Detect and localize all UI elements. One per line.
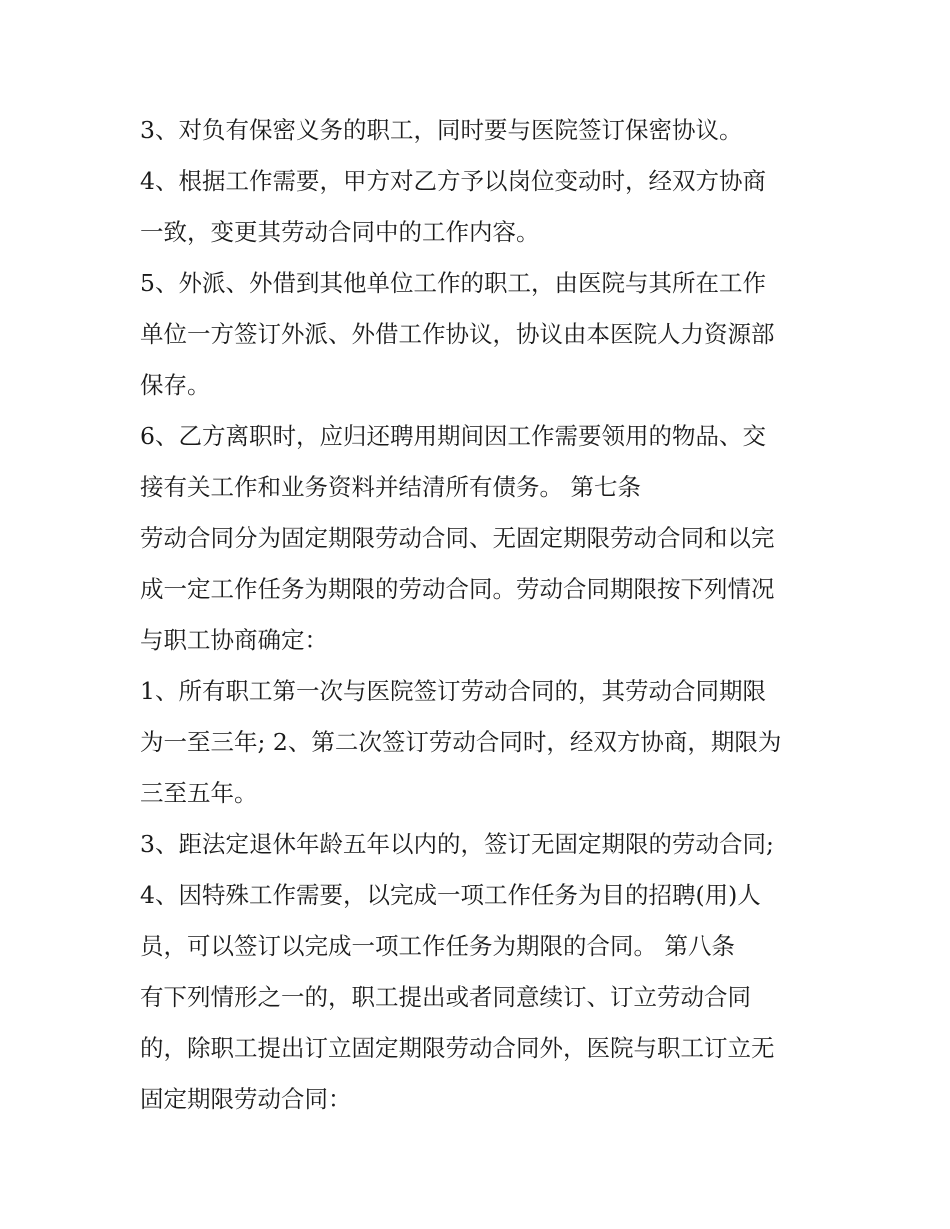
- text-line: 有下列情形之一的，职工提出或者同意续订、订立劳动合同: [140, 983, 751, 1011]
- text-line: 单位一方签订外派、外借工作协议，协议由本医院人力资源部: [140, 320, 775, 348]
- text-line: 员，可以签订以完成一项工作任务为期限的合同。 第八条: [140, 932, 735, 960]
- text-line: 1、所有职工第一次与医院签订劳动合同的，其劳动合同期限: [140, 677, 766, 705]
- text-line: 3、距法定退休年龄五年以内的，签订无固定期限的劳动合同;: [140, 830, 774, 858]
- text-line: 劳动合同分为固定期限劳动合同、无固定期限劳动合同和以完: [140, 524, 775, 552]
- text-line: 的，除职工提出订立固定期限劳动合同外，医院与职工订立无: [140, 1034, 775, 1062]
- text-line: 保存。: [140, 371, 211, 399]
- text-line: 6、乙方离职时，应归还聘用期间因工作需要领用的物品、交: [140, 422, 766, 450]
- text-line: 固定期限劳动合同：: [140, 1085, 352, 1113]
- text-line: 三至五年。: [140, 779, 258, 807]
- text-line: 与职工协商确定：: [140, 626, 328, 654]
- text-line: 5、外派、外借到其他单位工作的职工，由医院与其所在工作: [140, 269, 766, 297]
- text-line: 接有关工作和业务资料并结清所有债务。 第七条: [140, 473, 641, 501]
- text-line: 一致，变更其劳动合同中的工作内容。: [140, 218, 540, 246]
- text-line: 4、因特殊工作需要，以完成一项工作任务为目的招聘(用)人: [140, 881, 761, 909]
- text-line: 4、根据工作需要，甲方对乙方予以岗位变动时，经双方协商: [140, 167, 766, 195]
- text-line: 3、对负有保密义务的职工，同时要与医院签订保密协议。: [140, 116, 743, 144]
- text-line: 为一至三年; 2、第二次签订劳动合同时，经双方协商，期限为: [140, 728, 782, 756]
- text-line: 成一定工作任务为期限的劳动合同。劳动合同期限按下列情况: [140, 575, 775, 603]
